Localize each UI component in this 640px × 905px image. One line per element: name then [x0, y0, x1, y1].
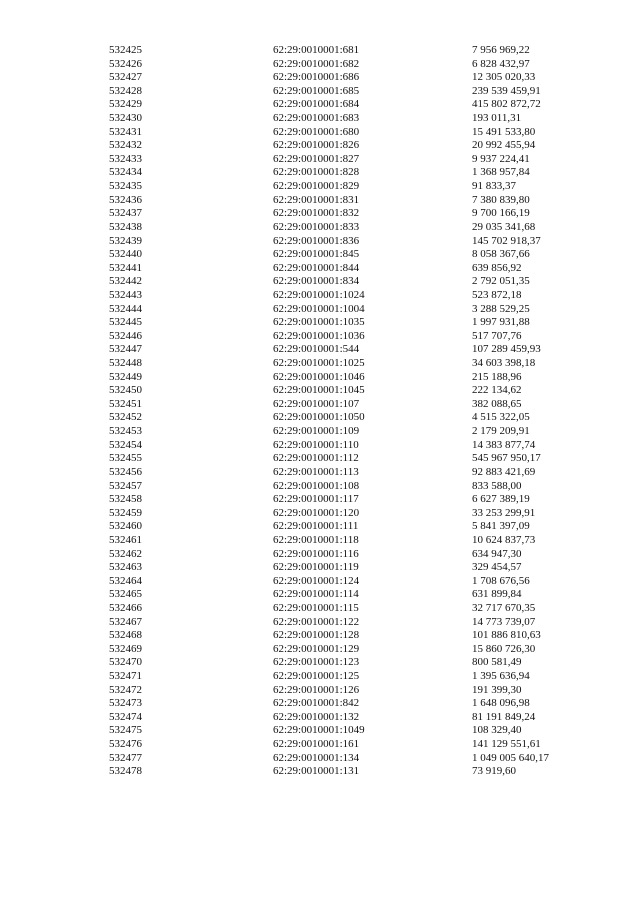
table-row	[0, 711, 640, 725]
cadastral-value: 222 134,62	[472, 384, 522, 397]
row-number: 532450	[109, 384, 142, 397]
cadastral-value: 191 399,30	[472, 683, 522, 696]
row-number: 532459	[109, 506, 142, 519]
row-number: 532469	[109, 642, 142, 655]
cadastral-value: 6 828 432,97	[472, 57, 530, 70]
cadastral-number: 62:29:0010001:686	[273, 71, 360, 84]
row-number: 532439	[109, 234, 142, 247]
table-row	[0, 166, 640, 180]
table-row	[0, 153, 640, 167]
row-number: 532460	[109, 520, 142, 533]
cadastral-value: 14 773 739,07	[472, 615, 536, 628]
table-row	[0, 248, 640, 262]
row-number: 532473	[109, 697, 142, 710]
cadastral-value: 1 049 005 640,17	[472, 751, 549, 764]
cadastral-number: 62:29:0010001:1035	[273, 316, 365, 329]
cadastral-number: 62:29:0010001:122	[273, 615, 360, 628]
row-number: 532444	[109, 302, 142, 315]
cadastral-number: 62:29:0010001:833	[273, 220, 360, 233]
row-number: 532466	[109, 601, 142, 614]
row-number: 532429	[109, 98, 142, 111]
cadastral-number: 62:29:0010001:110	[273, 438, 359, 451]
table-row	[0, 616, 640, 630]
cadastral-value: 639 856,92	[472, 261, 522, 274]
cadastral-number: 62:29:0010001:114	[273, 588, 359, 601]
cadastral-value: 145 702 918,37	[472, 234, 541, 247]
cadastral-number: 62:29:0010001:118	[273, 533, 359, 546]
cadastral-number: 62:29:0010001:107	[273, 397, 360, 410]
cadastral-value: 1 708 676,56	[472, 574, 530, 587]
row-number: 532430	[109, 112, 142, 125]
cadastral-value: 107 289 459,93	[472, 343, 541, 356]
cadastral-number: 62:29:0010001:113	[273, 465, 359, 478]
cadastral-number: 62:29:0010001:111	[273, 520, 359, 533]
row-number: 532468	[109, 629, 142, 642]
cadastral-number: 62:29:0010001:119	[273, 561, 359, 574]
row-number: 532471	[109, 670, 142, 683]
table-row	[0, 112, 640, 126]
row-number: 532464	[109, 574, 142, 587]
cadastral-value: 29 035 341,68	[472, 220, 536, 233]
row-number: 532440	[109, 248, 142, 261]
row-number: 532478	[109, 765, 142, 778]
cadastral-number: 62:29:0010001:1004	[273, 302, 365, 315]
cadastral-number: 62:29:0010001:828	[273, 166, 360, 179]
cadastral-value: 193 011,31	[472, 112, 522, 125]
table-row	[0, 289, 640, 303]
cadastral-number: 62:29:0010001:683	[273, 112, 360, 125]
cadastral-value: 14 383 877,74	[472, 438, 536, 451]
table-row	[0, 275, 640, 289]
row-number: 532428	[109, 84, 142, 97]
row-number: 532443	[109, 288, 142, 301]
table-row	[0, 629, 640, 643]
cadastral-number: 62:29:0010001:834	[273, 275, 360, 288]
row-number: 532452	[109, 411, 142, 424]
cadastral-value: 215 188,96	[472, 370, 522, 383]
row-number: 532425	[109, 44, 142, 56]
cadastral-number: 62:29:0010001:544	[273, 343, 360, 356]
row-number: 532431	[109, 125, 142, 138]
row-number: 532436	[109, 193, 142, 206]
table-row	[0, 262, 640, 276]
cadastral-number: 62:29:0010001:134	[273, 751, 360, 764]
table-row	[0, 180, 640, 194]
cadastral-value: 108 329,40	[472, 724, 522, 737]
table-row	[0, 303, 640, 317]
cadastral-value: 415 802 872,72	[472, 98, 541, 111]
table-row	[0, 548, 640, 562]
cadastral-value: 32 717 670,35	[472, 601, 536, 614]
row-number: 532441	[109, 261, 142, 274]
row-number: 532462	[109, 547, 142, 560]
cadastral-number: 62:29:0010001:845	[273, 248, 360, 261]
row-number: 532470	[109, 656, 142, 669]
cadastral-value: 382 088,65	[472, 397, 522, 410]
table-row	[0, 534, 640, 548]
cadastral-value: 92 883 421,69	[472, 465, 536, 478]
row-number: 532455	[109, 452, 142, 465]
table-row	[0, 58, 640, 72]
cadastral-value: 631 899,84	[472, 588, 522, 601]
cadastral-number: 62:29:0010001:161	[273, 738, 360, 751]
cadastral-number: 62:29:0010001:123	[273, 656, 360, 669]
row-number: 532445	[109, 316, 142, 329]
cadastral-value: 7 956 969,22	[472, 44, 530, 56]
cadastral-value: 523 872,18	[472, 288, 522, 301]
cadastral-number: 62:29:0010001:1024	[273, 288, 365, 301]
cadastral-value: 91 833,37	[472, 180, 516, 193]
cadastral-value: 1 997 931,88	[472, 316, 530, 329]
cadastral-number: 62:29:0010001:117	[273, 493, 359, 506]
cadastral-value: 2 179 209,91	[472, 425, 530, 438]
row-number: 532476	[109, 738, 142, 751]
table-row	[0, 343, 640, 357]
cadastral-number: 62:29:0010001:120	[273, 506, 360, 519]
cadastral-number: 62:29:0010001:685	[273, 84, 360, 97]
cadastral-number: 62:29:0010001:1050	[273, 411, 365, 424]
table-row	[0, 493, 640, 507]
table-row	[0, 561, 640, 575]
cadastral-value: 1 648 096,98	[472, 697, 530, 710]
row-number: 532432	[109, 139, 142, 152]
cadastral-number: 62:29:0010001:1036	[273, 329, 365, 342]
cadastral-number: 62:29:0010001:684	[273, 98, 360, 111]
cadastral-value: 800 581,49	[472, 656, 522, 669]
row-number: 532446	[109, 329, 142, 342]
table-row	[0, 588, 640, 602]
cadastral-value: 7 380 839,80	[472, 193, 530, 206]
table-row	[0, 384, 640, 398]
cadastral-value: 12 305 020,33	[472, 71, 536, 84]
cadastral-value: 1 368 957,84	[472, 166, 530, 179]
table-row	[0, 752, 640, 766]
row-number: 532457	[109, 479, 142, 492]
cadastral-number: 62:29:0010001:1025	[273, 357, 365, 370]
cadastral-number: 62:29:0010001:826	[273, 139, 360, 152]
row-number: 532442	[109, 275, 142, 288]
cadastral-number: 62:29:0010001:1046	[273, 370, 365, 383]
table-row	[0, 235, 640, 249]
cadastral-value: 2 792 051,35	[472, 275, 530, 288]
table-row	[0, 71, 640, 85]
row-number: 532434	[109, 166, 142, 179]
row-number: 532447	[109, 343, 142, 356]
cadastral-value: 20 992 455,94	[472, 139, 536, 152]
cadastral-value-table	[0, 44, 640, 779]
cadastral-number: 62:29:0010001:126	[273, 683, 360, 696]
table-row	[0, 316, 640, 330]
cadastral-number: 62:29:0010001:842	[273, 697, 360, 710]
cadastral-number: 62:29:0010001:682	[273, 57, 360, 70]
cadastral-number: 62:29:0010001:125	[273, 670, 360, 683]
table-row	[0, 738, 640, 752]
cadastral-number: 62:29:0010001:109	[273, 425, 360, 438]
cadastral-value: 329 454,57	[472, 561, 522, 574]
table-row	[0, 602, 640, 616]
row-number: 532458	[109, 493, 142, 506]
table-row	[0, 221, 640, 235]
row-number: 532475	[109, 724, 142, 737]
cadastral-value: 9 700 166,19	[472, 207, 530, 220]
cadastral-number: 62:29:0010001:1045	[273, 384, 365, 397]
row-number: 532448	[109, 357, 142, 370]
row-number: 532426	[109, 57, 142, 70]
row-number: 532477	[109, 751, 142, 764]
row-number: 532474	[109, 710, 142, 723]
cadastral-value: 34 603 398,18	[472, 357, 536, 370]
row-number: 532451	[109, 397, 142, 410]
table-row	[0, 398, 640, 412]
cadastral-number: 62:29:0010001:829	[273, 180, 360, 193]
cadastral-value: 15 491 533,80	[472, 125, 536, 138]
cadastral-value: 33 253 299,91	[472, 506, 536, 519]
table-row	[0, 126, 640, 140]
table-row	[0, 765, 640, 779]
table-row	[0, 480, 640, 494]
table-row	[0, 724, 640, 738]
row-number: 532427	[109, 71, 142, 84]
row-number: 532472	[109, 683, 142, 696]
cadastral-value: 141 129 551,61	[472, 738, 541, 751]
row-number: 532461	[109, 533, 142, 546]
row-number: 532453	[109, 425, 142, 438]
row-number: 532435	[109, 180, 142, 193]
cadastral-number: 62:29:0010001:128	[273, 629, 360, 642]
cadastral-value: 239 539 459,91	[472, 84, 541, 97]
cadastral-value: 9 937 224,41	[472, 152, 530, 165]
cadastral-value: 8 058 367,66	[472, 248, 530, 261]
cadastral-number: 62:29:0010001:836	[273, 234, 360, 247]
table-row	[0, 452, 640, 466]
cadastral-number: 62:29:0010001:124	[273, 574, 360, 587]
cadastral-value: 101 886 810,63	[472, 629, 541, 642]
cadastral-value: 4 515 322,05	[472, 411, 530, 424]
row-number: 532456	[109, 465, 142, 478]
table-row	[0, 194, 640, 208]
table-row	[0, 507, 640, 521]
cadastral-value: 3 288 529,25	[472, 302, 530, 315]
cadastral-value: 6 627 389,19	[472, 493, 530, 506]
cadastral-number: 62:29:0010001:115	[273, 601, 359, 614]
cadastral-number: 62:29:0010001:1049	[273, 724, 365, 737]
table-row	[0, 207, 640, 221]
cadastral-number: 62:29:0010001:116	[273, 547, 359, 560]
table-row	[0, 520, 640, 534]
table-row	[0, 357, 640, 371]
table-row	[0, 411, 640, 425]
row-number: 532433	[109, 152, 142, 165]
row-number: 532465	[109, 588, 142, 601]
cadastral-value: 517 707,76	[472, 329, 522, 342]
cadastral-number: 62:29:0010001:831	[273, 193, 360, 206]
cadastral-value: 545 967 950,17	[472, 452, 541, 465]
cadastral-number: 62:29:0010001:844	[273, 261, 360, 274]
cadastral-value: 833 588,00	[472, 479, 522, 492]
cadastral-number: 62:29:0010001:680	[273, 125, 360, 138]
cadastral-number: 62:29:0010001:681	[273, 44, 360, 56]
row-number: 532463	[109, 561, 142, 574]
cadastral-number: 62:29:0010001:112	[273, 452, 359, 465]
cadastral-value: 634 947,30	[472, 547, 522, 560]
table-row	[0, 684, 640, 698]
table-row	[0, 425, 640, 439]
row-number: 532438	[109, 220, 142, 233]
cadastral-value: 1 395 636,94	[472, 670, 530, 683]
row-number: 532437	[109, 207, 142, 220]
table-row	[0, 466, 640, 480]
table-row	[0, 44, 640, 58]
table-row	[0, 139, 640, 153]
table-row	[0, 85, 640, 99]
cadastral-value: 73 919,60	[472, 765, 516, 778]
table-row	[0, 575, 640, 589]
cadastral-number: 62:29:0010001:832	[273, 207, 360, 220]
cadastral-number: 62:29:0010001:132	[273, 710, 360, 723]
table-row	[0, 98, 640, 112]
table-row	[0, 439, 640, 453]
cadastral-number: 62:29:0010001:108	[273, 479, 360, 492]
cadastral-number: 62:29:0010001:131	[273, 765, 360, 778]
table-row	[0, 371, 640, 385]
cadastral-value: 5 841 397,09	[472, 520, 530, 533]
row-number: 532449	[109, 370, 142, 383]
cadastral-value: 81 191 849,24	[472, 710, 536, 723]
table-row	[0, 656, 640, 670]
table-row	[0, 330, 640, 344]
table-row	[0, 670, 640, 684]
cadastral-value: 10 624 837,73	[472, 533, 536, 546]
row-number: 532454	[109, 438, 142, 451]
table-row	[0, 697, 640, 711]
cadastral-value: 15 860 726,30	[472, 642, 536, 655]
row-number: 532467	[109, 615, 142, 628]
cadastral-number: 62:29:0010001:827	[273, 152, 360, 165]
table-row	[0, 643, 640, 657]
cadastral-number: 62:29:0010001:129	[273, 642, 360, 655]
